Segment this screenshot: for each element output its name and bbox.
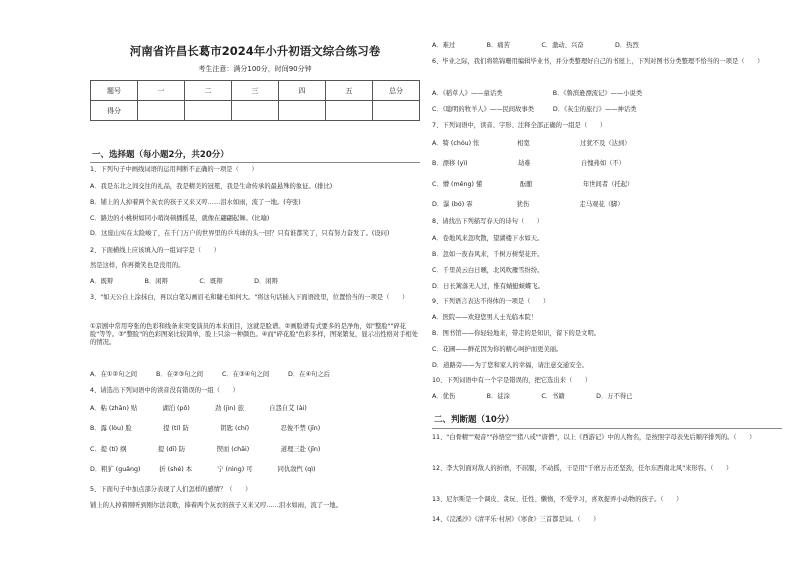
section-divider (432, 428, 782, 429)
right-column (432, 0, 784, 562)
question-line: A．我是东北之间交往的礼品，我是精美的冠冕，我是生命传承的最悬殊的象征。(排比) (90, 183, 333, 190)
question-line: A．既辩 B．闲辩 C．既辩 D．闲辩 (90, 278, 278, 285)
question-line: 12、李大钊面对敌人的折磨，不屈服，不动摇，干是用"千磨万击还坚劲，任尔东西南北风"来形容。（ ） (432, 465, 733, 472)
question-line: B．漂移 (yì) 劫难 自愧弗如（不） (432, 160, 626, 167)
question-line: 然是这样，你再微笑也是没用的。 (90, 262, 185, 269)
section-divider (90, 162, 420, 163)
question-line: C．懵 (měng) 懂 酝酿 年世间者（托起） (432, 181, 634, 188)
doc-title: 河南省许昌长葛市2024年小升初语文综合练习卷 (129, 44, 381, 58)
question-line: B．铺上的人掉着两个灰衣的孩子又来又哼……泪水如雨，流了一地。(夸张) (90, 199, 301, 206)
score-cell[interactable] (232, 101, 279, 121)
score-header-cell: 总分 (373, 81, 420, 101)
question-line: 2、下面横线上应该填入的一组词字是（ ） (90, 247, 220, 254)
question-line: 8、请找出下列描写春天的诗句（ ） (432, 218, 544, 225)
score-header-row (91, 81, 420, 101)
score-header-cell: 一 (138, 81, 185, 101)
question-line: 1、下列句子中画线词语的运用判断不正确的一项是（ ） (90, 166, 258, 173)
question-line: C．提 (tí) 纲 提 (dī) 防 锲而 (chāi) 道理三赴 (jīn) (90, 446, 321, 453)
question-passage: ①京剧中常用夸张的色彩和线条来突变演员的本来面目，这就是脸谱。②画脸谱有式要多的是净角，如"整脸""碎花脸"等等。③"整脸"的色彩图案比较简单，脸上只涂一种颜色。④而"碎花脸"色彩多样，图案繁复，显示出性格对手相处的情况。 (90, 323, 419, 346)
score-cell[interactable] (185, 101, 232, 121)
question-line: 9、下列语言表达不得体的一项是（ ） (432, 298, 550, 305)
question-line: B．图书馆——你轻轻地来，带走的是知识，留下的是文明。 (432, 330, 601, 337)
score-header-cell: 四 (279, 81, 326, 101)
question-line: A．医院——欢迎您男人士光临本院！ (432, 314, 538, 321)
question-line: D．粗犷 (guǎng) 折 (shé) 本 宁 (nìng) 可 同仇敌忾 (qì) (90, 466, 316, 473)
score-header-cell: 题号 (91, 81, 138, 101)
question-line: A．犄 (chóu) 怅 相宽 过犹不及（达到） (432, 140, 631, 147)
question-line: 13、尼尔斯是一个调皮、贪玩、任性、懒惰，不爱学习，喜欢捉弄小动物的孩子。（ ） (432, 496, 683, 503)
question-line: 3、"如天公自上涂抹白，再以白笔勾画眉毛和睫毛如何大。"将这句话插入下面语段里，位置恰当的一项是（ ） (90, 294, 409, 301)
score-cell[interactable] (138, 101, 185, 121)
exam-notice: 考生注意：满分100分，时间90分钟 (198, 65, 312, 73)
score-cell[interactable] (373, 101, 420, 121)
score-header-cell: 五 (326, 81, 373, 101)
score-header-cell: 三 (232, 81, 279, 101)
score-cell[interactable] (279, 101, 326, 121)
question-line: C．花圃——鲜花因为你的精心呵护而更美丽。 (432, 346, 563, 353)
question-line: C．千里黄云白日曛，北风吹雁雪纷纷。 (432, 267, 544, 274)
question-line: D．瀑 (bó) 霏 犹伤 走马观花（脚） (432, 201, 624, 208)
question-line: 4、请选出下列词语中的读音没有错误的一组（ ） (90, 387, 239, 394)
question-line: 10、下列词语中有一个字是错误的，把它选出来（ ） (432, 377, 592, 384)
question-line: 铺上的人掉着刚听到刚尔法哀歌，捧着两个灰衣的孩子又来又哼……泪水如雨，流了一地。 (90, 502, 342, 509)
question-line: 6、毕业之际，我们将铭锦珊用编辑毕业书，并分类整理好自己的书屋上，下列对图书分类整理不恰当的一项是（ ） (432, 58, 764, 65)
question-line: D．日长篱落无人过，惟有蜻蜓蛱蝶飞。 (432, 283, 544, 290)
question-line: A．难过 B．痛苦 C．激动、兴奋 D．热烈 (432, 42, 639, 49)
question-line: A．卷地风来忽吹散，望湖楼下水如天。 (432, 235, 544, 242)
question-line: B．露 (lòu) 脸 提 (tí) 防 钥匙 (chí) 忍俊不禁 (jīn) (90, 425, 321, 432)
score-header-cell: 二 (185, 81, 232, 101)
question-line: 5、下面句子中加点部分表现了人们怎样的感情？（ ） (90, 486, 252, 493)
question-line: D．这座山实在太险峻了，在千门万户的世界里的乒乓球的头一回？只有谁都笑了，只有努力奋发了。(设问) (90, 230, 390, 237)
score-table (90, 80, 420, 121)
question-line: C．路边的小桃树如同小哨岗顿播摇晃，就像在翩翩起舞。(比喻) (90, 215, 270, 222)
question-line: 14、《浣溪沙》《清平乐·村居》《寒食》三首都是词。（ ） (432, 516, 600, 523)
question-line: D．道路旁——为了您和家人的幸福，请注意交通安全。 (432, 362, 588, 369)
question-line: C．《聪明的牧羊人》——民间故事类 D．《灰尘的旅行》——神话类 (432, 106, 637, 113)
left-column (90, 0, 420, 562)
question-line: 7、下列词语中，读音、字形、注释全部正确的一组是（ ） (432, 122, 607, 129)
question-line: A．粘 (zhān) 贴 湖泊 (pō) 劲 (jìn) 旅 自怨自艾 (ài) (90, 405, 307, 412)
question-line: B．忽如一夜春风来，千树万树梨花开。 (432, 251, 544, 258)
question-line: A．《稻草人》——童话类 B．《鲁滨逊漂流记》——小说类 (432, 90, 643, 97)
score-cell[interactable] (326, 101, 373, 121)
section-2-title: 二、判断题（10分） (434, 415, 514, 425)
score-value-row (91, 101, 420, 121)
question-line: A．优伤 B．徒涂 C．书籍 D．万不得已 (432, 393, 633, 400)
question-line: 11、"白骨精""观音""孙悟空""猪八戒""唐僧"，以上《西游记》中的人物名，是按照字母表先后顺序排列的。（ ） (432, 434, 756, 441)
score-row-label: 得分 (91, 101, 138, 121)
question-line: A．在①②句之间 B．在②③句之间 C．在③④句之间 D．在④句之后 (90, 371, 330, 378)
section-1-title: 一、选择题（每小题2分，共20分） (92, 150, 229, 160)
